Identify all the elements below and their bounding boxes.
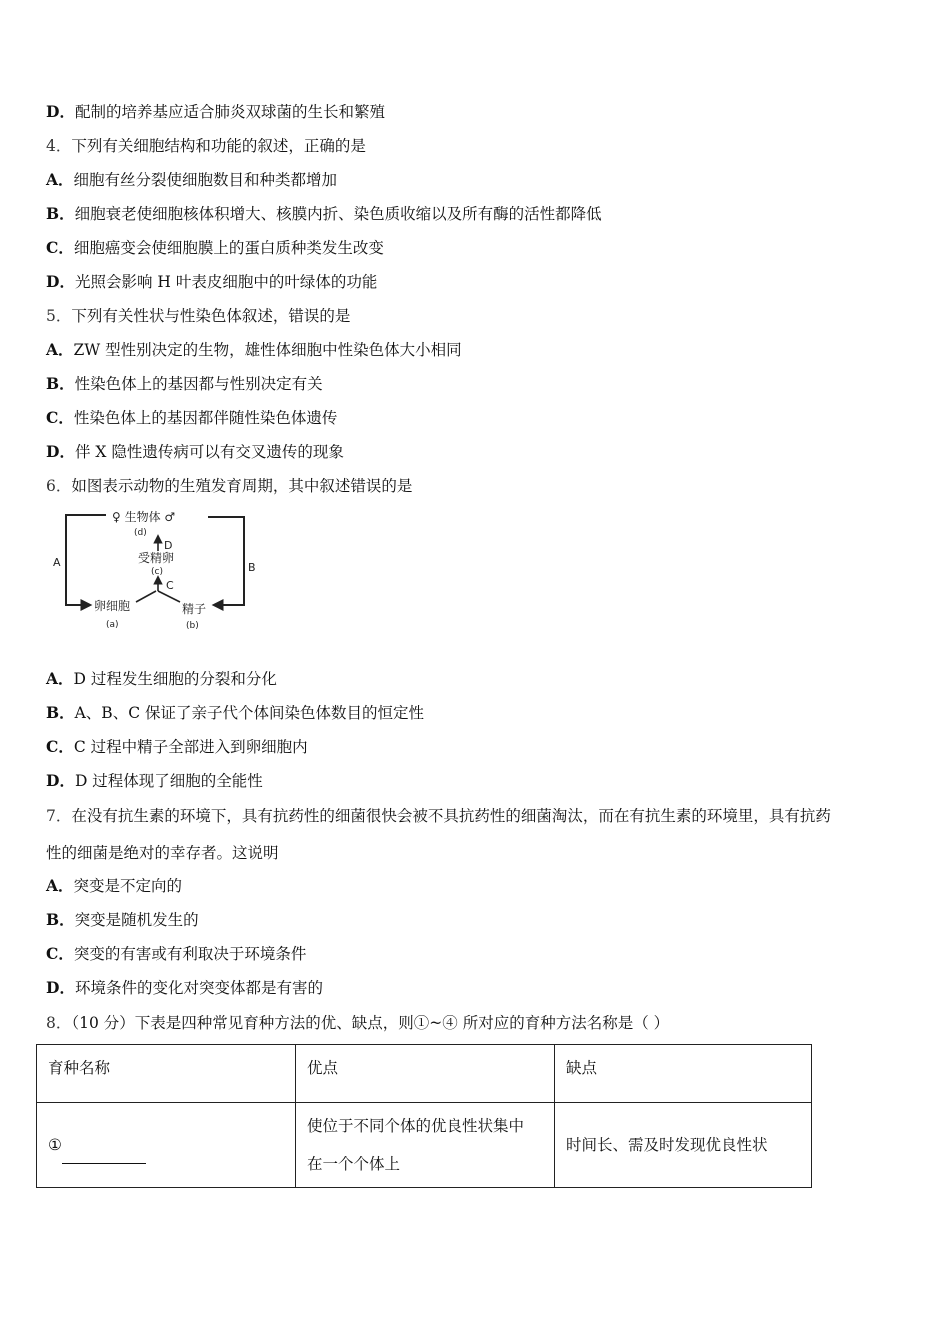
path-a-line	[66, 515, 106, 605]
q3-option-d	[46, 102, 385, 122]
q5-option-b	[46, 374, 323, 394]
organism-label: ♀ 生物体 ♂	[112, 510, 176, 524]
option-letter: C．	[46, 238, 74, 257]
q4-option-b	[46, 204, 602, 224]
question-text: 下列有关性状与性染色体叙述，错误的是	[71, 307, 351, 325]
egg-tag: (a)	[106, 620, 119, 630]
zygote-tag: (c)	[151, 567, 163, 577]
breeding-methods-table	[36, 1044, 812, 1188]
option-letter: A．	[46, 340, 74, 359]
q6-option-b	[46, 703, 424, 723]
option-letter: B．	[46, 374, 75, 393]
option-letter: D．	[46, 978, 75, 997]
option-letter: B．	[46, 204, 75, 223]
pros-line1: 使位于不同个体的优良性状集中	[307, 1117, 525, 1135]
pros-line2: 在一个个体上	[307, 1155, 401, 1173]
option-letter: C．	[46, 408, 74, 427]
cell-pros	[296, 1103, 555, 1188]
table-header-row	[37, 1045, 812, 1103]
reproduction-cycle-diagram	[48, 503, 278, 638]
table-row	[37, 1103, 812, 1188]
q5-stem	[46, 306, 350, 326]
answer-blank	[62, 1147, 146, 1164]
option-text: 环境条件的变化对突变体都是有害的	[74, 979, 323, 997]
q5-option-a	[46, 340, 462, 360]
option-letter: A．	[46, 876, 74, 895]
question-number: 6．	[46, 477, 72, 495]
option-letter: B．	[46, 703, 75, 722]
option-letter: B．	[46, 910, 75, 929]
q7-option-c	[46, 944, 306, 964]
option-text: D 过程体现了细胞的全能性	[74, 772, 263, 790]
option-text: 突变是不定向的	[73, 877, 183, 895]
option-text: 细胞有丝分裂使细胞数目和种类都增加	[73, 171, 338, 189]
option-text: 突变是随机发生的	[74, 911, 199, 929]
option-text: A、B、C 保证了亲子代个体间染色体数目的恒定性	[74, 704, 424, 722]
option-letter: D．	[46, 771, 75, 790]
option-text: 性染色体上的基因都伴随性染色体遗传	[73, 409, 338, 427]
option-letter: A．	[46, 669, 74, 688]
label-d: D	[164, 539, 173, 552]
question-text: 如图表示动物的生殖发育周期，其中叙述错误的是	[71, 477, 413, 495]
option-letter: D．	[46, 272, 75, 291]
label-a: A	[53, 556, 61, 569]
question-text: 下列有关细胞结构和功能的叙述，正确的是	[71, 137, 366, 155]
q7-stem-line2	[46, 843, 279, 863]
option-text: 性染色体上的基因都与性别决定有关	[74, 375, 323, 393]
path-b-line	[208, 517, 244, 605]
path-c-right	[158, 591, 180, 602]
option-letter: C．	[46, 944, 74, 963]
option-text: 光照会影响 H 叶表皮细胞中的叶绿体的功能	[74, 273, 378, 291]
sperm-label: 精子	[182, 602, 207, 616]
q5-option-d	[46, 442, 344, 462]
option-text: 细胞衰老使细胞核体积增大、核膜内折、染色质收缩以及所有酶的活性都降低	[74, 205, 602, 223]
label-b: B	[248, 561, 256, 574]
option-text: 细胞癌变会使细胞膜上的蛋白质种类发生改变	[73, 239, 384, 257]
question-number: 7．	[46, 807, 72, 825]
question-text: 在没有抗生素的环境下，具有抗药性的细菌很快会被不具抗药性的细菌淘汰，而在有抗生素的环境里，具有抗药	[71, 807, 831, 825]
option-letter: D．	[46, 442, 75, 461]
q7-stem-line1	[46, 806, 831, 826]
option-text: C 过程中精子全部进入到卵细胞内	[73, 738, 308, 756]
option-letter: A．	[46, 170, 74, 189]
q7-option-d	[46, 978, 323, 998]
header-cons: 缺点	[555, 1045, 812, 1103]
sperm-tag: (b)	[186, 621, 199, 631]
q4-option-c	[46, 238, 384, 258]
q4-stem	[46, 136, 366, 156]
q4-option-a	[46, 170, 337, 190]
egg-label: 卵细胞	[94, 599, 131, 613]
label-c: C	[166, 579, 174, 592]
row-number: ①	[48, 1136, 62, 1154]
path-c-left	[136, 591, 156, 602]
q6-option-d	[46, 771, 263, 791]
option-text: ZW 型性别决定的生物，雄性体细胞中性染色体大小相同	[73, 341, 462, 359]
option-text: 配制的培养基应适合肺炎双球菌的生长和繁殖	[74, 103, 385, 121]
q7-option-b	[46, 910, 199, 930]
organism-tag: (d)	[134, 528, 147, 538]
zygote-label: 受精卵	[138, 551, 175, 565]
option-text: 伴 X 隐性遗传病可以有交叉遗传的现象	[74, 443, 344, 461]
question-number: 4．	[46, 137, 72, 155]
q6-stem	[46, 476, 412, 496]
q6-option-a	[46, 669, 277, 689]
option-letter: C．	[46, 737, 74, 756]
q7-option-a	[46, 876, 182, 896]
cell-cons: 时间长、需及时发现优良性状	[555, 1103, 812, 1188]
cell-name	[37, 1103, 296, 1188]
q8-stem	[46, 1013, 669, 1033]
option-text: D 过程发生细胞的分裂和分化	[73, 670, 277, 688]
option-text: 突变的有害或有利取决于环境条件	[73, 945, 307, 963]
question-number: 8．	[46, 1014, 72, 1032]
question-number: 5．	[46, 307, 72, 325]
header-name: 育种名称	[37, 1045, 296, 1103]
option-letter: D．	[46, 102, 75, 121]
q4-option-d	[46, 272, 377, 292]
q5-option-c	[46, 408, 337, 428]
question-text: （10 分）下表是四种常见育种方法的优、缺点，则①~④ 所对应的育种方法名称是（ ）	[71, 1014, 670, 1032]
header-pros: 优点	[296, 1045, 555, 1103]
q6-option-c	[46, 737, 308, 757]
question-text-continued: 性的细菌是绝对的幸存者。这说明	[46, 844, 279, 862]
